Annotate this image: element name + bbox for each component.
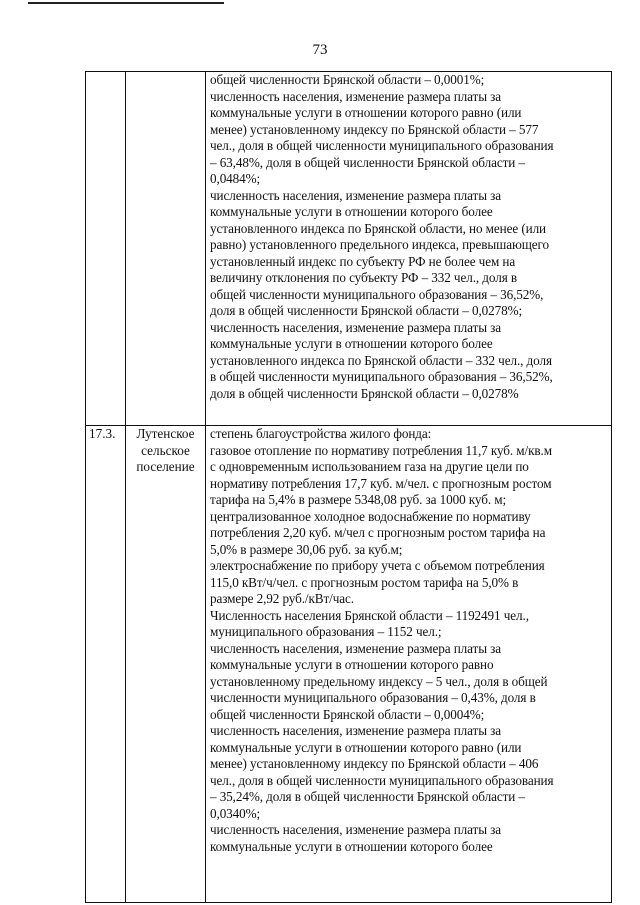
text-line: численность населения, изменение размера платы за: [210, 88, 502, 104]
text-line: численность населения, изменение размера платы за: [210, 187, 502, 203]
text-line: общей численности муниципального образования – 36,52%,: [210, 286, 544, 302]
text-line: равно) установленного предельного индекса, превышающего: [210, 237, 550, 252]
text-line: коммунальные услуги в отношении которого более: [210, 204, 493, 219]
text-line: численность населения, изменение размера платы за: [210, 822, 502, 837]
text-line: численность населения, изменение размера платы за: [210, 319, 502, 335]
text-line: численность населения, изменение размера платы за: [210, 723, 502, 738]
text-line: 115,0 кВт/ч/чел. с прогнозным ростом тарифа на 5,0% в: [210, 574, 519, 590]
page-number: 73: [312, 42, 328, 58]
indicators-text-cell: [206, 72, 612, 426]
text-line: установленный индекс по субъекту РФ не более чем на: [210, 253, 516, 269]
municipality-table: [85, 71, 612, 903]
text-line: нормативу потребления 17,7 куб. м/чел. с прогнозным ростом: [210, 475, 552, 491]
text-line: сельское: [141, 442, 190, 458]
text-line: Численность населения Брянской области – 1192491 чел.,: [210, 607, 529, 623]
text-line: 5,0% в размере 30,06 руб. за куб.м;: [210, 541, 403, 557]
text-line: размере 2,92 руб./кВт/час.: [210, 591, 354, 606]
text-line: муниципального образования – 1152 чел.;: [210, 624, 442, 639]
text-line: с одновременным использованием газа на другие цели по: [210, 459, 529, 474]
settlement-name-cell: [126, 426, 206, 903]
text-line: коммунальные услуги в отношении которого более: [210, 838, 493, 854]
text-line: установленного индекса по Брянской области, но менее (или: [210, 220, 547, 236]
text-line: 17.3.: [89, 426, 116, 441]
text-line: чел., доля в общей численности муниципального образования: [210, 772, 554, 788]
text-line: установленного индекса по Брянской области – 332 чел., доля: [210, 352, 552, 368]
text-line: величину отклонения по субъекту РФ – 332 чел., доля в: [210, 270, 517, 285]
text-line: численности муниципального образования – 0,43%, доля в: [210, 690, 536, 705]
text-line: 0,0484%;: [210, 171, 261, 186]
text-line: коммунальные услуги в отношении которого равно (или: [210, 739, 522, 755]
text-line: – 63,48%, доля в общей численности Брянской области –: [210, 154, 525, 170]
text-line: потребления 2,20 куб. м/чел с прогнозным ростом тарифа на: [210, 525, 546, 540]
text-line: общей численности Брянской области – 0,0004%;: [210, 706, 485, 722]
settlement-name-cell: [126, 72, 206, 426]
indicators-text-cell: [206, 426, 612, 903]
table-row-17-3: [86, 426, 612, 903]
text-line: численность населения, изменение размера платы за: [210, 640, 502, 656]
text-line: – 35,24%, доля в общей численности Брянской области –: [210, 789, 525, 804]
row-number-cell: [86, 72, 126, 426]
text-line: 0,0340%;: [210, 805, 261, 821]
text-line: коммунальные услуги в отношении которого равно (или: [210, 105, 522, 120]
text-line: централизованное холодное водоснабжение по нормативу: [210, 508, 531, 524]
text-line: коммунальные услуги в отношении которого равно: [210, 657, 494, 672]
text-line: установленному предельному индексу – 5 чел., доля в общей: [210, 673, 548, 689]
text-line: коммунальные услуги в отношении которого более: [210, 336, 493, 351]
text-line: общей численности Брянской области – 0,0001%;: [210, 72, 485, 87]
text-line: поселение: [136, 459, 195, 474]
text-line: доля в общей численности Брянской области – 0,0278%: [210, 385, 519, 401]
header-rule: [28, 2, 224, 4]
text-line: менее) установленному индексу по Брянской области – 577: [210, 121, 539, 137]
text-line: степень благоустройства жилого фонда:: [210, 426, 432, 441]
text-line: тарифа на 5,4% в размере 5348,08 руб. за 1000 куб. м;: [210, 492, 507, 507]
text-line: менее) установленному индексу по Брянской области – 406: [210, 756, 539, 771]
row-number-cell: [86, 426, 126, 903]
text-line: чел., доля в общей численности муниципального образования: [210, 138, 554, 153]
table-row-continuation: [86, 72, 612, 426]
text-line: газовое отопление по нормативу потребления 11,7 куб. м/кв.м: [210, 442, 552, 458]
text-line: Лутенское: [136, 426, 195, 441]
text-line: доля в общей численности Брянской области – 0,0278%;: [210, 303, 523, 318]
text-line: электроснабжение по прибору учета с объемом потребления: [210, 558, 545, 573]
text-line: в общей численности муниципального образования – 36,52%,: [210, 369, 553, 384]
